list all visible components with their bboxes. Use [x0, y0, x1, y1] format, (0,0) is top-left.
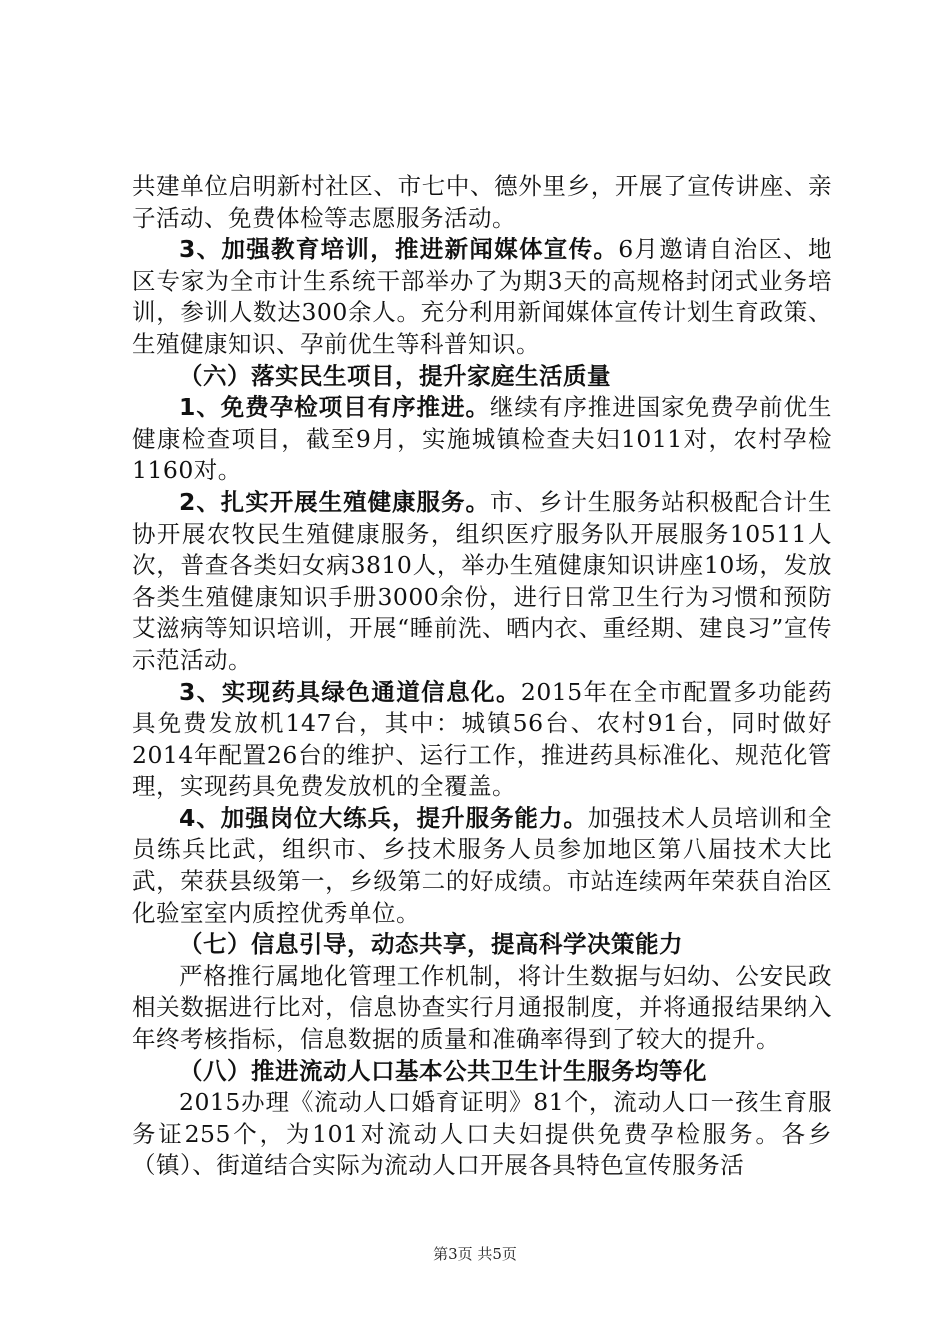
paragraph-lead: 3、实现药具绿色通道信息化。 [179, 677, 521, 706]
paragraph-free-checkup [132, 392, 832, 487]
paragraph-text: 2015办理《流动人口婚育证明》81个，流动人口一孩生育服务证255个，为101对流动人口夫妇提供免费孕检服务。各乡（镇）、街道结合实际为流动人口开展各具特色宣传服务活 [132, 1088, 832, 1180]
paragraph-lead: 3、加强教育培训，推进新闻媒体宣传。 [179, 235, 619, 264]
page-footer: 第3页 共5页 [433, 1245, 517, 1263]
paragraph-continuation [132, 171, 832, 234]
paragraph-lead: 1、免费孕检项目有序推进。 [179, 393, 490, 422]
paragraph-text: 6月邀请自治区、地区专家为全市计生系统干部举办了为期3天的高规格封闭式业务培训，参训人数达300余人。充分利用新闻媒体宣传计划生育政策、生殖健康知识、孕前优生等科普知识。 [132, 235, 833, 358]
paragraph-data-sharing [132, 961, 832, 1056]
document-body [132, 171, 832, 1182]
paragraph-education-training [132, 234, 832, 360]
paragraph-text: 2015年在全市配置多功能药具免费发放机147台，其中：城镇56台、农村91台，同时做好2014年配置26台的维护、运行工作，推进药具标准化、规范化管理，实现药具免费发放机的全覆盖。 [132, 677, 832, 801]
paragraph-lead: 2、扎实开展生殖健康服务。 [179, 487, 490, 516]
paragraph-text: 市、乡计生服务站积极配合计生协开展农牧民生殖健康服务，组织医疗服务队开展服务10511人次，普查各类妇女病3810人，举办生殖健康知识讲座10场，发放各类生殖健康知识手册3000余份，进行日常卫生行为习惯和预防艾滋病等知识培训，开展“睡前洗、晒内衣、重经期、建良习”宣传示范活动。 [132, 487, 832, 674]
paragraph-lead: 4、加强岗位大练兵，提升服务能力。 [179, 803, 588, 832]
section-heading-seven: （七）信息引导，动态共享，提高科学决策能力 [179, 930, 683, 959]
paragraph-reproductive-health [132, 487, 832, 677]
paragraph-green-channel [132, 677, 832, 803]
paragraph-text: 继续有序推进国家免费孕前优生健康检查项目，截至9月，实施城镇检查夫妇1011对，农村孕检1160对。 [132, 393, 832, 485]
section-heading-eight: （八）推进流动人口基本公共卫生计生服务均等化 [179, 1056, 707, 1085]
section-heading-six: （六）落实民生项目，提升家庭生活质量 [179, 361, 611, 390]
paragraph-skills-training [132, 803, 832, 929]
paragraph-text: 共建单位启明新村社区、市七中、德外里乡，开展了宣传讲座、亲子活动、免费体检等志愿服务活动。 [132, 172, 832, 232]
paragraph-text: 严格推行属地化管理工作机制，将计生数据与妇幼、公安民政相关数据进行比对，信息协查实行月通报制度，并将通报结果纳入年终考核指标，信息数据的质量和准确率得到了较大的提升。 [132, 961, 832, 1054]
paragraph-text: 加强技术人员培训和全员练兵比武，组织市、乡技术服务人员参加地区第八届技术大比武，荣获县级第一，乡级第二的好成绩。市站连续两年荣获自治区化验室室内质控优秀单位。 [132, 803, 832, 927]
paragraph-floating-population [132, 1087, 832, 1182]
